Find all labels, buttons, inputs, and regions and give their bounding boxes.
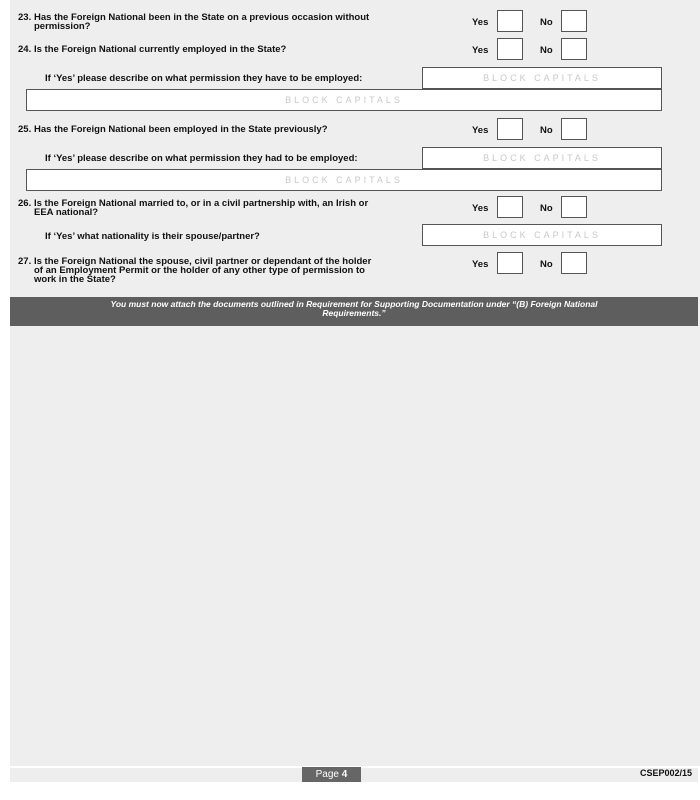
question-text: Is the Foreign National the spouse, civil partner or dependant of the holder bbox=[34, 256, 372, 267]
no-label: No bbox=[540, 203, 553, 214]
question-number: 23. bbox=[18, 12, 32, 23]
question-text: work in the State? bbox=[34, 274, 116, 285]
q23-yes-checkbox[interactable] bbox=[497, 10, 523, 32]
form-page bbox=[10, 0, 700, 766]
q25-yes-checkbox[interactable] bbox=[497, 118, 523, 140]
question-text: Has the Foreign National been in the State on a previous occasion without bbox=[34, 12, 370, 23]
attach-documents-banner bbox=[10, 297, 698, 326]
question-23 bbox=[18, 13, 369, 31]
q27-yes-checkbox[interactable] bbox=[497, 252, 523, 274]
q24-followup-label: If ‘Yes’ please describe on what permission they have to be employed: bbox=[45, 73, 363, 84]
question-number: 27. bbox=[18, 256, 32, 267]
placeholder-text: BLOCK CAPITALS bbox=[285, 175, 403, 185]
question-25 bbox=[18, 125, 328, 134]
q24-yes-checkbox[interactable] bbox=[497, 38, 523, 60]
page-number-badge bbox=[302, 767, 361, 782]
no-label: No bbox=[540, 259, 553, 270]
no-label: No bbox=[540, 17, 553, 28]
question-27 bbox=[18, 257, 371, 284]
placeholder-text: BLOCK CAPITALS bbox=[483, 153, 601, 163]
q26-no-checkbox[interactable] bbox=[561, 196, 587, 218]
question-text: of an Employment Permit or the holder of any other type of permission to bbox=[34, 265, 365, 276]
yes-label: Yes bbox=[472, 17, 489, 28]
yes-label: Yes bbox=[472, 45, 489, 56]
form-code: CSEP002/15 bbox=[639, 768, 692, 778]
q25-followup-label: If ‘Yes’ please describe on what permission they had to be employed: bbox=[45, 153, 358, 164]
question-text: permission? bbox=[34, 21, 91, 32]
page-label: Page bbox=[315, 769, 339, 780]
placeholder-text: BLOCK CAPITALS bbox=[285, 95, 403, 105]
q26-nationality-field[interactable] bbox=[422, 224, 662, 246]
yes-label: Yes bbox=[472, 125, 489, 136]
question-number: 25. bbox=[18, 124, 32, 135]
question-text: Is the Foreign National currently employed in the State? bbox=[34, 44, 287, 55]
banner-text: Requirements.” bbox=[322, 308, 386, 318]
question-text: Has the Foreign National been employed in the State previously? bbox=[34, 124, 328, 135]
yes-label: Yes bbox=[472, 203, 489, 214]
question-number: 24. bbox=[18, 44, 32, 55]
q27-no-checkbox[interactable] bbox=[561, 252, 587, 274]
q23-no-checkbox[interactable] bbox=[561, 10, 587, 32]
question-26 bbox=[18, 199, 368, 217]
q24-no-checkbox[interactable] bbox=[561, 38, 587, 60]
question-text: Is the Foreign National married to, or in a civil partnership with, an Irish or bbox=[34, 198, 369, 209]
q26-yes-checkbox[interactable] bbox=[497, 196, 523, 218]
question-text: EEA national? bbox=[34, 207, 99, 218]
yes-label: Yes bbox=[472, 259, 489, 270]
question-24 bbox=[18, 45, 286, 54]
placeholder-text: BLOCK CAPITALS bbox=[483, 73, 601, 83]
no-label: No bbox=[540, 45, 553, 56]
q25-permission-field[interactable] bbox=[422, 147, 662, 169]
q24-permission-detail-field[interactable] bbox=[26, 89, 662, 111]
q26-followup-label: If ‘Yes’ what nationality is their spouse/partner? bbox=[45, 231, 260, 242]
q25-no-checkbox[interactable] bbox=[561, 118, 587, 140]
page-number: 4 bbox=[341, 769, 348, 780]
banner-text: You must now attach the documents outlined in Requirement for Supporting Documentation under “(B) Foreign National bbox=[110, 299, 598, 309]
q24-permission-field[interactable] bbox=[422, 67, 662, 89]
no-label: No bbox=[540, 125, 553, 136]
placeholder-text: BLOCK CAPITALS bbox=[483, 230, 601, 240]
q25-permission-detail-field[interactable] bbox=[26, 169, 662, 191]
question-number: 26. bbox=[18, 198, 32, 209]
